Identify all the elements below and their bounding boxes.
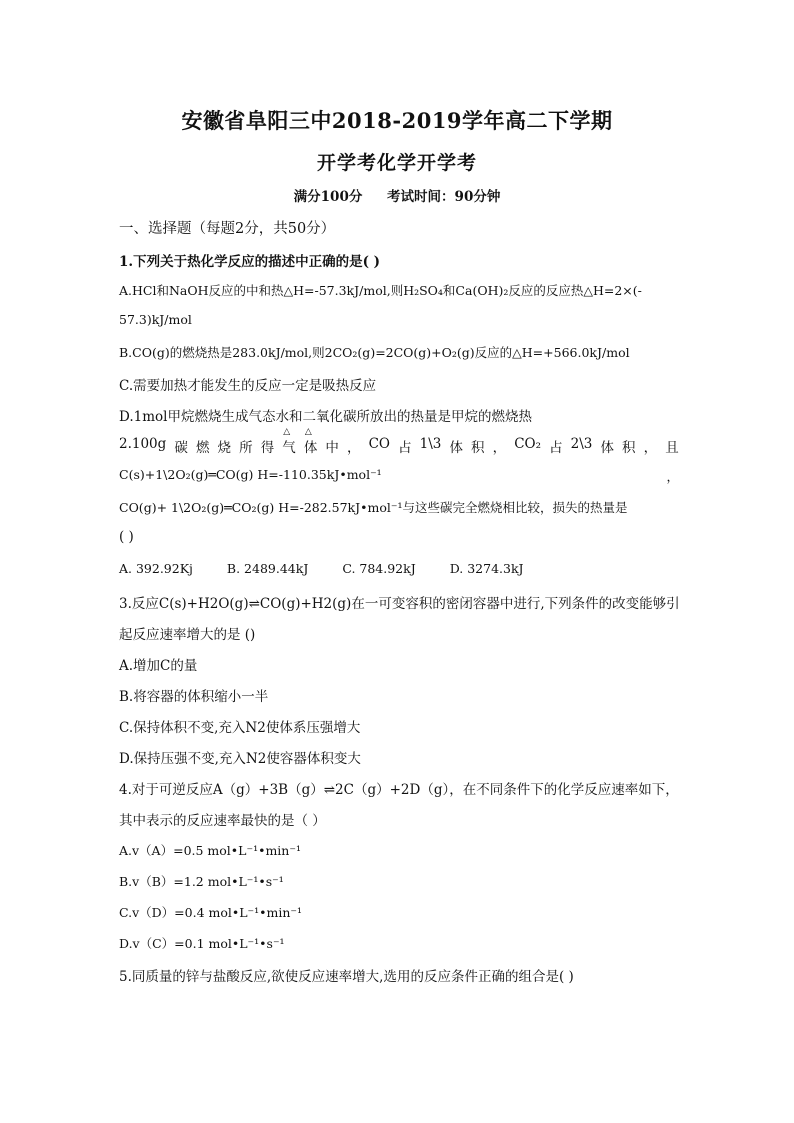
q2-options: [119, 561, 679, 576]
q2-word: CO₂: [514, 436, 541, 452]
q2-word: 2\3: [570, 436, 593, 452]
q2-word: ，: [347, 440, 361, 456]
q2-word: 积: [471, 440, 485, 456]
q5-stem: 5.同质量的锌与盐酸反应,欲使反应速率增大,选用的反应条件正确的组合是( ): [119, 969, 574, 985]
q2-word: △ 体: [304, 436, 318, 456]
q1-stem: 1.下列关于热化学反应的描述中正确的是( ): [119, 254, 381, 270]
full-score: 满分100分: [293, 189, 363, 205]
q3-option-b: B.将容器的体积缩小一半: [119, 689, 269, 705]
q2-word: 占: [398, 440, 412, 456]
q2-word: △ 气: [282, 436, 296, 456]
q4-option-c: C.v（D）=0.4 mol•L⁻¹•min⁻¹: [119, 905, 303, 920]
q2-option-d: D. 3274.3kJ: [449, 561, 524, 576]
q2-stem-line3: CO(g)+ 1\2O₂(g)═CO₂(g) H=-282.57kJ•mol⁻¹与这些碳完全燃烧相比较，损失的热量是: [119, 500, 628, 515]
q2-word: 积: [622, 440, 636, 456]
q1-option-d: D.1mol甲烷燃烧生成气态水和二氧化碳所放出的热量是甲烷的燃烧热: [119, 409, 532, 425]
q3-option-c: C.保持体积不变,充入N2使体系压强增大: [119, 720, 361, 736]
q2-stem-line4: ( ): [119, 529, 134, 545]
q2-word: ，: [643, 440, 658, 456]
q2-word: 体: [449, 440, 463, 456]
q2-option-c: C. 784.92kJ: [342, 561, 416, 576]
q3-option-d: D.保持压强不变,充入N2使容器体积变大: [119, 751, 361, 767]
q4-option-b: B.v（B）=1.2 mol•L⁻¹•s⁻¹: [119, 874, 284, 889]
exam-time: 考试时间：90分钟: [387, 189, 501, 205]
q2-word: 2.100g: [119, 436, 167, 452]
q2-comma: ，: [666, 469, 679, 484]
q4-option-d: D.v（C）=0.1 mol•L⁻¹•s⁻¹: [119, 936, 285, 951]
q2-word: 碳: [174, 440, 188, 456]
q2-stem-line1: [119, 436, 679, 456]
q4-stem-line2: 其中表示的反应速率最快的是（ ）: [119, 813, 326, 829]
q2-option-a: A. 392.92Kj: [119, 561, 193, 576]
q3-stem-line2: 起反应速率增大的是 (): [119, 627, 256, 643]
section-heading: 一、选择题（每题2分，共50分）: [119, 221, 336, 237]
q2-option-b: B. 2489.44kJ: [226, 561, 309, 576]
q2-word: 体: [600, 440, 614, 456]
q2-word: 且: [665, 440, 679, 456]
q2-word: 所: [239, 440, 253, 456]
q1-option-c: C.需要加热才能发生的反应一定是吸热反应: [119, 378, 377, 394]
exam-title-line1: 安徽省阜阳三中2018-2019学年高二下学期: [181, 108, 613, 133]
q2-word: ，: [492, 440, 507, 456]
q2-word: 得: [260, 440, 275, 456]
q2-word: CO: [368, 436, 390, 452]
exam-title-line2: 开学考化学开学考: [316, 152, 477, 174]
exam-info: [0, 185, 794, 205]
q3-stem-line1: 3.反应C(s)+H2O(g)⇌CO(g)+H2(g)在一可变容积的密闭容器中进行,下列条件的改变能够引: [119, 596, 680, 612]
q3-option-a: A.增加C的量: [119, 658, 198, 674]
q1-option-a-line1: A.HCl和NaOH反应的中和热△H=-57.3kJ/mol,则H₂SO₄和Ca(OH)₂反应的反应热△H=2×(-: [119, 283, 642, 298]
q2-word: 中: [325, 440, 339, 456]
q1-option-b: B.CO(g)的燃烧热是283.0kJ/mol,则2CO₂(g)=2CO(g)+O₂(g)反应的△H=+566.0kJ/mol: [119, 345, 630, 360]
q2-equation-1: C(s)+1\2O₂(g)═CO(g) H=-110.35kJ•mol⁻¹: [119, 467, 382, 482]
q2-word: 烧: [217, 440, 232, 456]
q4-option-a: A.v（A）=0.5 mol•L⁻¹•min⁻¹: [119, 843, 301, 858]
q2-word: 燃: [195, 440, 210, 456]
q4-stem-line1: 4.对于可逆反应A（g）+3B（g）⇌2C（g）+2D（g），在不同条件下的化学反应速率如下，: [119, 782, 679, 798]
q2-word: 1\3: [419, 436, 442, 452]
q1-option-a-line2: 57.3)kJ/mol: [119, 312, 192, 327]
q2-stem-line2: [119, 467, 679, 485]
q2-word: 占: [549, 440, 563, 456]
